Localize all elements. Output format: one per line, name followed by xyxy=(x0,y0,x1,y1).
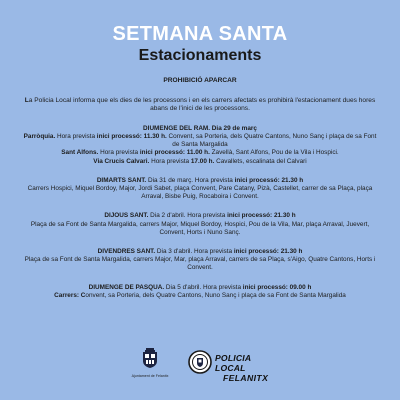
section-heading: DIJOUS SANT. xyxy=(104,212,149,220)
section-date-line xyxy=(22,284,378,292)
ajuntament-label: Ajuntament de Felanitx xyxy=(131,374,169,378)
streets-text: Plaça de sa Font de Santa Margalida, carrers Major, Mar, plaça Arraval, carrers de sa Plaça, s'Aigo, Quatre Cantons, Horts i Convent. xyxy=(24,256,376,272)
start-time: inici processó: 11.00 h. xyxy=(139,149,210,157)
page-subtitle: Estacionaments xyxy=(138,47,262,64)
section-heading: DIUMENGE DEL RAM. Dia 29 de març xyxy=(143,124,257,132)
coat-of-arms-icon xyxy=(139,348,161,368)
section-dimarts-sant xyxy=(22,177,378,202)
section-heading: DIVENDRES SANT. xyxy=(97,248,156,256)
line-text: Hora prevista xyxy=(149,157,191,165)
notice-heading: PROHIBICIÓ APARCAR xyxy=(163,77,237,84)
procession-line xyxy=(22,149,378,157)
section-dijous-sant xyxy=(22,212,378,237)
intro-text: a Policia Local informa que els dies de les processons i en els carrers afectats es prohibirà l'estacionament dues hores abans de l'inici de les processons. xyxy=(28,97,376,113)
section-date-line xyxy=(22,177,378,185)
intro-drop-cap: L xyxy=(24,97,29,104)
ajuntament-logo xyxy=(128,348,172,378)
streets-text: Carrers Hospici, Miquel Bordoy, Major, Jordi Sabet, plaça Convent, Pare Catany, Pizà, Castellet, carrer de sa Plaça, plaça Arraval, Bisbe Puig, Rocaboira i Convent. xyxy=(27,185,373,201)
line-text: Hora prevista xyxy=(55,133,97,141)
start-time: inici processó: 11.30 h. xyxy=(96,133,167,141)
section-diumenge-pasqua xyxy=(22,284,378,300)
streets-label: Carrers: C xyxy=(54,291,86,299)
section-date-line xyxy=(22,212,378,220)
start-time: inici processó: 21.30 h xyxy=(233,248,303,256)
police-text xyxy=(215,353,278,383)
procession-label: Parròquia. xyxy=(23,133,56,141)
footer-logos xyxy=(0,348,400,388)
line-text: Hora prevista xyxy=(98,149,140,157)
start-time: 17.00 h. xyxy=(190,157,215,165)
streets-text: onvent, sa Porteria, dels Quatre Cantons, Nuno Sanç i plaça de sa Font de Santa Margalida xyxy=(85,291,346,299)
line-text: Dia 5 d'abril. Hora prevista xyxy=(164,283,243,291)
start-time: inici processó: 09.00 h xyxy=(242,283,312,291)
line-text: Dia 2 d'abril. Hora prevista xyxy=(148,212,228,220)
section-heading: DIMARTS SANT. xyxy=(96,176,147,184)
police-line2: FELANITX xyxy=(223,373,269,383)
section-diumenge-ram xyxy=(22,125,378,166)
procession-line xyxy=(22,158,378,166)
line-text: Dia 31 de març. Hora prevista xyxy=(146,176,235,184)
intro-paragraph xyxy=(22,97,378,114)
procession-label: Sant Alfons. xyxy=(61,149,99,157)
policia-local-logo xyxy=(188,350,278,383)
start-time: inici processó: 21.30 h xyxy=(234,176,304,184)
section-heading: DIUMENGE DE PASQUA. xyxy=(88,283,165,291)
procession-line xyxy=(22,133,378,149)
section-date-line xyxy=(22,248,378,256)
streets-text: Plaça de sa Font de Santa Margalida, carrers Major, Miquel Bordoy, Hospici, Pou de la Vila, Mar, plaça Arraval, Juevert, Convent, Horts i Nuno Sanç. xyxy=(30,220,370,236)
line-text: Dia 3 d'abril. Hora prevista xyxy=(155,248,234,256)
start-time: inici processó: 21.30 h xyxy=(227,212,296,220)
page-title: SETMANA SANTA xyxy=(112,23,288,45)
police-badge-icon xyxy=(188,350,212,374)
procession-label: Via Crucis Calvari. xyxy=(93,157,150,165)
streets-text: Convent, sa Porteria, dels Quatre Cantons, Nuno Sanç i plaça de sa Font de Santa Margalida xyxy=(166,133,377,149)
police-line1: POLICIA LOCAL xyxy=(215,353,251,373)
streets-line xyxy=(22,292,378,300)
streets-text: Zavellà, Sant Alfons, Pou de la Vila i Hospici. xyxy=(209,149,339,157)
streets-text: Cavallets, escalinata del Calvari xyxy=(214,157,307,165)
section-divendres-sant xyxy=(22,248,378,273)
